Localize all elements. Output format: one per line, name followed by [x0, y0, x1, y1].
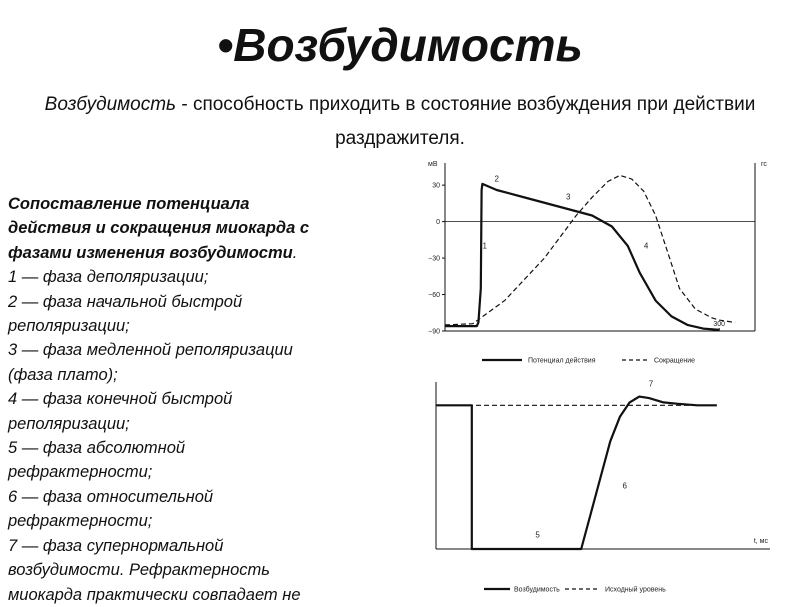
- caption-item: (фаза плато);: [8, 365, 118, 384]
- x-axis-label: t, мс: [753, 538, 768, 545]
- y-tick-label: −90: [428, 328, 440, 336]
- phase-label-7: 7: [648, 379, 654, 389]
- definition-term: Возбудимость: [44, 94, 177, 115]
- caption-heading-line-2: действия и сокращения миокарда с: [8, 219, 310, 238]
- bullet-icon: •: [217, 19, 234, 71]
- caption-item: рефрактерности;: [8, 463, 153, 482]
- caption-item: 5 — фаза абсолютной: [8, 439, 186, 458]
- caption-heading-line-1: Сопоставление потенциала: [8, 195, 250, 213]
- caption-item: 3 — фаза медленной реполяризации: [8, 341, 293, 360]
- phase-label-1: 1: [482, 241, 487, 251]
- caption-item: 7 — фаза супернормальной: [8, 536, 224, 555]
- definition-body: - способность приходить в состояние возбуждения при действии раздражителя.: [176, 94, 756, 149]
- contraction-line: [445, 175, 735, 325]
- y-tick-label: 0: [436, 219, 440, 227]
- excitability-line: [436, 397, 717, 549]
- legend-label-contraction: Сокращение: [654, 357, 696, 365]
- legend-label-baseline: Исходный уровень: [605, 586, 666, 594]
- caption-item: реполяризации;: [8, 414, 130, 433]
- phase-label-2: 2: [494, 174, 499, 184]
- legend-label-action-potential: Потенциал действия: [528, 357, 596, 365]
- caption-item: миокарда практически совпадает не: [8, 585, 301, 604]
- caption-item: реполяризации;: [8, 317, 130, 336]
- y-tick-label: 30: [432, 182, 440, 190]
- excitability-chart: [410, 376, 780, 598]
- caption-heading-line-3: фазами изменения возбудимости.: [8, 243, 298, 262]
- slide-title-text: Возбудимость: [233, 19, 583, 71]
- phase-label-5: 5: [535, 530, 540, 540]
- caption-item: 6 — фаза относительной: [8, 487, 214, 506]
- caption-item: 4 — фаза конечной быстрой: [8, 390, 233, 409]
- phase-label-4: 4: [643, 241, 649, 251]
- caption-item: 2 — фаза начальной быстрой: [8, 292, 243, 311]
- phase-label-6: 6: [622, 481, 628, 491]
- caption-item: 1 — фаза деполяризации;: [8, 268, 209, 287]
- slide-title: [0, 19, 800, 71]
- y2-axis-label: гс: [761, 161, 767, 168]
- caption-item: рефрактерности;: [8, 512, 153, 531]
- phase-label-3: 3: [565, 192, 571, 202]
- definition-text: [20, 88, 780, 156]
- action-potential-line: [445, 184, 719, 330]
- y-tick-label: −30: [428, 255, 440, 263]
- legend-label-excitability: Возбудимость: [514, 586, 560, 594]
- y-axis-label: мВ: [428, 161, 438, 168]
- figure-caption: [8, 192, 393, 607]
- x-tick-label: 300: [713, 321, 726, 328]
- y-tick-label: −60: [428, 292, 440, 300]
- action-potential-chart: [410, 155, 770, 370]
- caption-item: возбудимости. Рефрактерность: [8, 561, 270, 580]
